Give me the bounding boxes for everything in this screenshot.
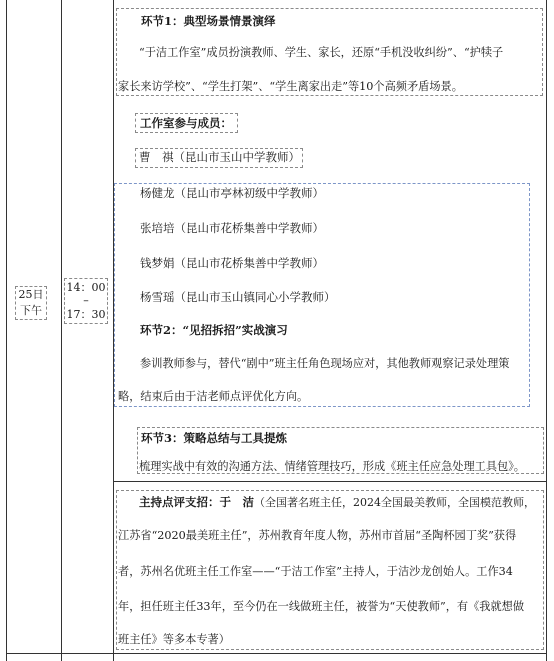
- table-row-divider: [113, 481, 547, 482]
- member-3: 张培培（昆山市花桥集善中学教师）: [140, 221, 324, 235]
- table-right-border: [546, 0, 547, 661]
- time-separator: –: [83, 294, 89, 307]
- host-line3: 者，苏州名优班主任工作室——“于洁工作室”主持人，于洁沙龙创始人。工作34: [118, 565, 513, 578]
- period-label: 下午: [20, 304, 42, 317]
- member-2: 杨健龙（昆山市亭林初级中学教师）: [140, 186, 324, 200]
- members-heading: 工作室参与成员：: [140, 116, 232, 130]
- member-1: 曹 祺（昆山市玉山中学教师）: [139, 150, 300, 164]
- host-line1: [139, 494, 535, 511]
- session3-desc: 梳理实战中有效的沟通方法、情绪管理技巧，形成《班主任应急处理工具包》。: [139, 460, 525, 473]
- session3-title: 环节3：策略总结与工具提炼: [141, 431, 288, 445]
- session2-desc-line1: 参训教师参与，替代“剧中”班主任角色现场应对，其他教师观察记录处理策: [140, 357, 510, 370]
- member-4: 钱梦娟（昆山市花桥集善中学教师）: [140, 256, 324, 270]
- host-line5: 班主任》等多本专著）: [118, 633, 230, 646]
- table-col-divider-1: [61, 0, 62, 661]
- host-line1-rest: （全国著名班主任，2024全国最美教师，全国模范教师，: [254, 496, 535, 509]
- session2-desc-line2: 略，结束后由于洁老师点评优化方向。: [118, 390, 309, 403]
- table-left-border: [6, 0, 7, 661]
- table-bottom-border: [6, 653, 547, 654]
- host-line2: 江苏省“2020最美班主任”，苏州教育年度人物，苏州市首届“圣陶杯园丁奖”获得: [118, 529, 517, 542]
- session1-desc-line1: “于洁工作室”成员扮演教师、学生、家长，还原“手机没收纠纷”、“护犊子: [139, 46, 504, 59]
- member-5: 杨雪瑶（昆山市玉山镇同心小学教师）: [140, 290, 336, 304]
- session2-title: 环节2：“见招拆招”实战演习: [140, 323, 288, 337]
- time-start: 14：00: [66, 281, 106, 294]
- time-end: 17：30: [66, 308, 106, 321]
- session1-title: 环节1：典型场景情景演绎: [141, 14, 276, 28]
- host-line4: 年，担任班主任33年，至今仍在一线做班主任，被誉为“天使教师”，有《我就想做: [118, 600, 525, 613]
- session1-desc-line2: 家长来访学校”、“学生打架”、“学生离家出走”等10个高频矛盾场景。: [118, 80, 463, 93]
- date-label: 25日: [18, 288, 44, 301]
- host-line1-label: 主持点评支招：于 洁: [139, 495, 254, 509]
